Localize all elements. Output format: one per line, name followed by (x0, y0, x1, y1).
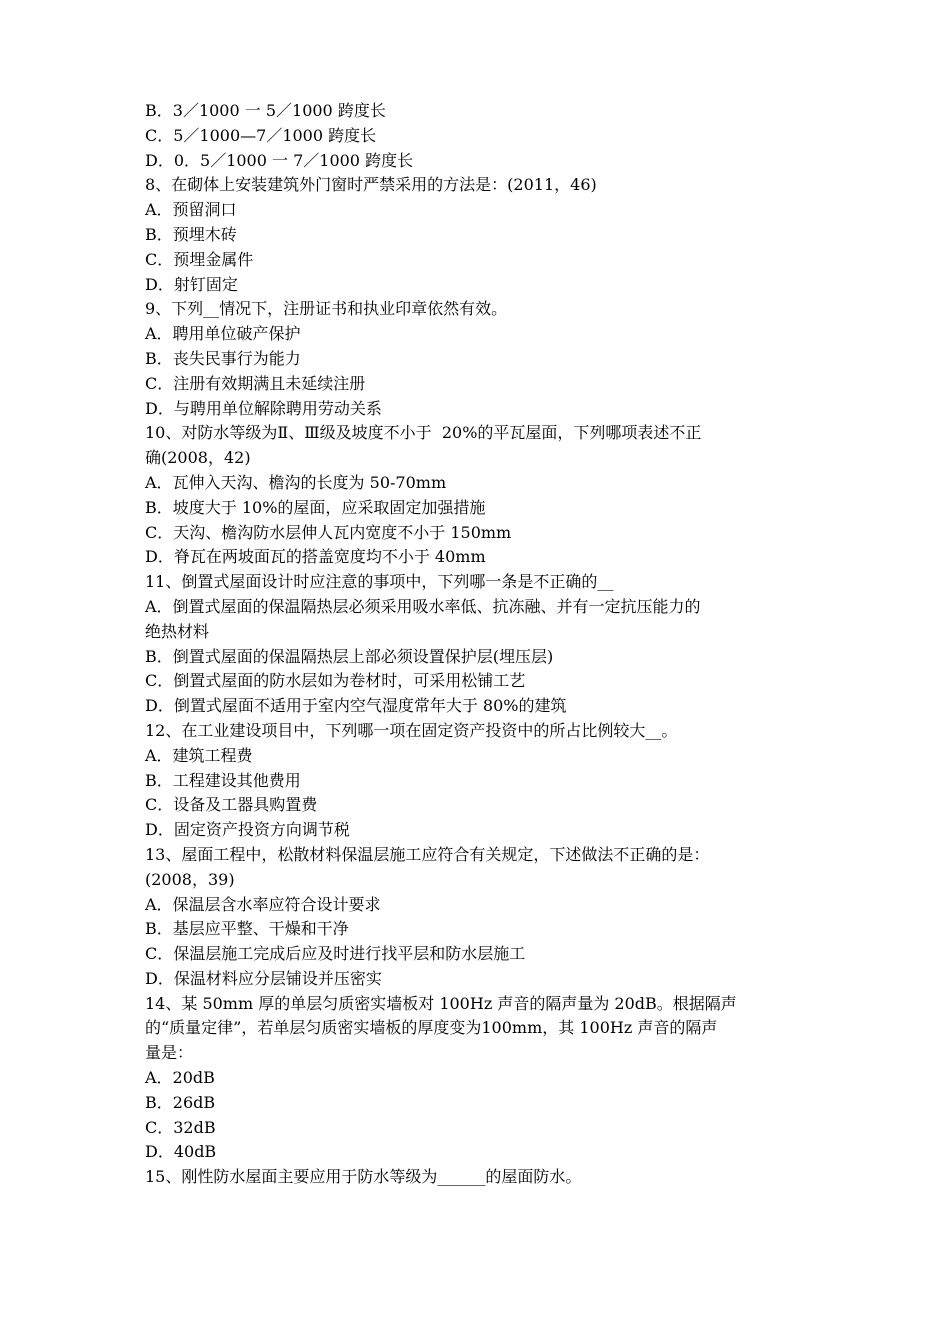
option-d: D．脊瓦在两坡面瓦的搭盖宽度均不小于 40mm (145, 547, 486, 567)
question-12: 12、在工业建设项目中，下列哪一项在固定资产投资中的所占比例较大__。 (145, 720, 678, 740)
option-c: C．预埋金属件 (145, 249, 254, 269)
option-d: D．与聘用单位解除聘用劳动关系 (145, 398, 382, 418)
question-10-cont: 确(2008，42) (145, 448, 251, 468)
question-14-cont: 量是： (145, 1043, 194, 1063)
option-c: C．天沟、檐沟防水层伸人瓦内宽度不小于 150mm (145, 522, 512, 542)
option-c: C．保温层施工完成后应及时进行找平层和防水层施工 (145, 944, 526, 964)
option-d: D．射钉固定 (145, 274, 238, 294)
question-14: 14、某 50mm 厚的单层匀质密实墙板对 100Hz 声音的隔声量为 20dB。根据隔声 (145, 993, 737, 1013)
question-13-cont: (2008，39) (145, 869, 235, 889)
option-a: A．倒置式屋面的保温隔热层必须采用吸水率低、抗冻融、并有一定抗压能力的 (145, 596, 701, 616)
question-11: 11、倒置式屋面设计时应注意的事项中，下列哪一条是不正确的__ (145, 572, 614, 592)
option-a-cont: 绝热材料 (145, 621, 210, 641)
question-9: 9、下列__情况下，注册证书和执业印章依然有效。 (145, 299, 508, 319)
option-b: B．倒置式屋面的保温隔热层上部必须设置保护层(埋压层) (145, 646, 554, 666)
question-13: 13、屋面工程中，松散材料保温层施工应符合有关规定，下述做法不正确的是： (145, 844, 710, 864)
option-a: A．聘用单位破产保护 (145, 324, 301, 344)
option-c: C．32dB (145, 1117, 216, 1137)
option-b: B．26dB (145, 1092, 216, 1112)
option-b: B．工程建设其他费用 (145, 770, 301, 790)
document-body (145, 99, 815, 1190)
option-a: A．建筑工程费 (145, 745, 253, 765)
option-b: B．坡度大于 10%的屋面，应采取固定加强措施 (145, 497, 486, 517)
option-a: A．瓦伸入天沟、檐沟的长度为 50-70mm (145, 472, 447, 492)
option-b: B．丧失民事行为能力 (145, 348, 301, 368)
text-line: C．5／1000—7／1000 跨度长 (145, 125, 377, 145)
text-line: D．0．5／1000 一 7／1000 跨度长 (145, 150, 414, 170)
option-a: A．20dB (145, 1068, 215, 1088)
option-d: D．固定资产投资方向调节税 (145, 820, 350, 840)
question-15: 15、刚性防水屋面主要应用于防水等级为______的屋面防水。 (145, 1167, 582, 1187)
option-a: A．预留洞口 (145, 200, 237, 220)
option-b: B．基层应平整、干燥和干净 (145, 919, 349, 939)
option-d: D．倒置式屋面不适用于室内空气湿度常年大于 80%的建筑 (145, 696, 567, 716)
question-8: 8、在砌体上安装建筑外门窗时严禁采用的方法是：(2011，46) (145, 175, 597, 195)
option-c: C．设备及工器具购置费 (145, 795, 318, 815)
option-d: D．40dB (145, 1142, 217, 1162)
option-c: C．注册有效期满且未延续注册 (145, 373, 366, 393)
option-d: D．保温材料应分层铺设并压密实 (145, 968, 382, 988)
question-14-cont: 的“质量定律”，若单层匀质密实墙板的厚度变为100mm，其 100Hz 声音的隔声 (145, 1018, 718, 1038)
question-10: 10、对防水等级为Ⅱ、Ⅲ级及坡度不小于 20%的平瓦屋面，下列哪项表述不正 (145, 423, 702, 443)
option-b: B．预埋木砖 (145, 224, 237, 244)
option-a: A．保温层含水率应符合设计要求 (145, 894, 381, 914)
option-c: C．倒置式屋面的防水层如为卷材时，可采用松铺工艺 (145, 671, 526, 691)
text-line: B．3／1000 一 5／1000 跨度长 (145, 101, 386, 120)
